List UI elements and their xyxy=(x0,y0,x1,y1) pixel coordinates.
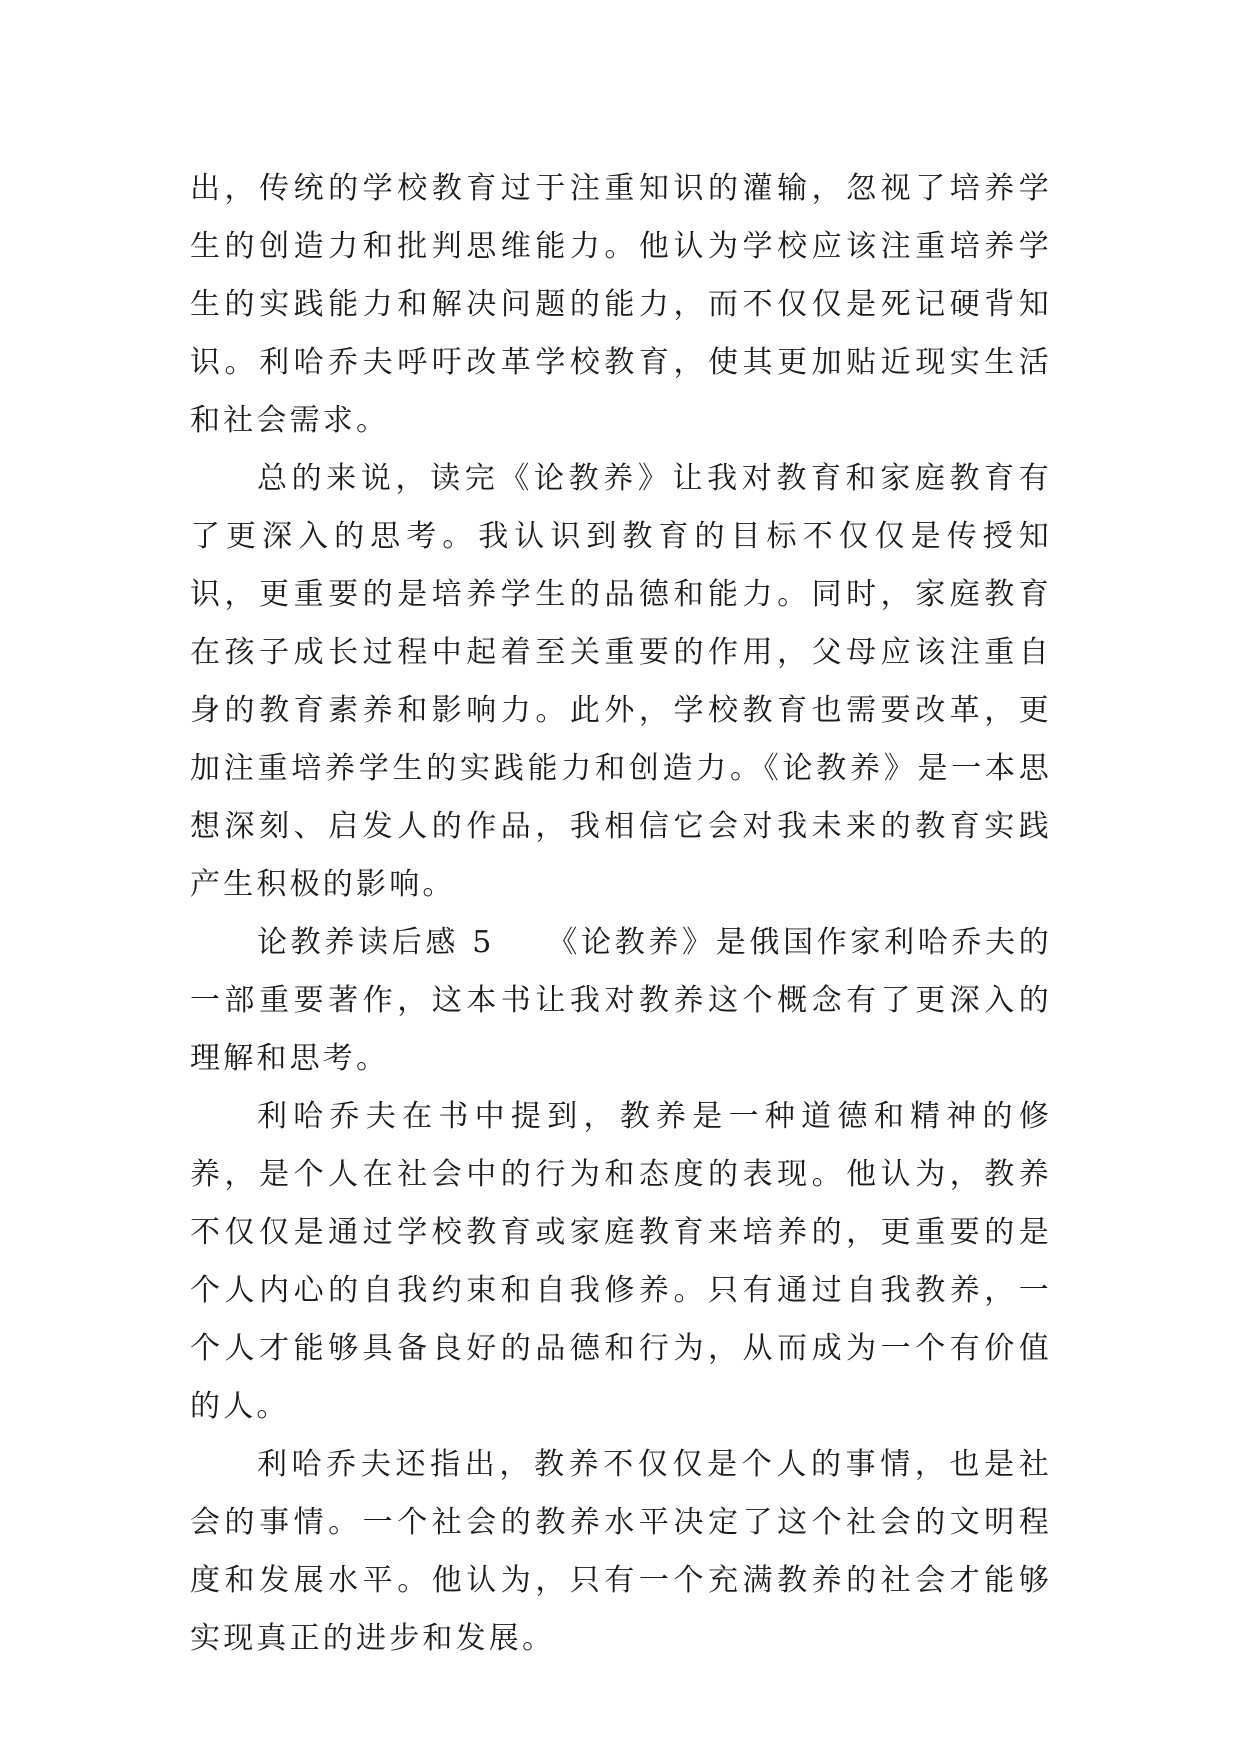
paragraph-5: 利哈乔夫还指出，教养不仅仅是个人的事情，也是社会的事情。一个社会的教养水平决定了这个社会的文明程度和发展水平。他认为，只有一个充满教养的社会才能够实现真正的进步和发展。 xyxy=(190,1447,1052,1656)
paragraph-3: 论教养读后感 5 《论教养》是俄国作家利哈乔夫的一部重要著作，这本书让我对教养这个概念有了更深入的理解和思考。 xyxy=(190,925,1052,1076)
paragraph-1: 出，传统的学校教育过于注重知识的灌输，忽视了培养学生的创造力和批判思维能力。他认为学校应该注重培养学生的实践能力和解决问题的能力，而不仅仅是死记硬背知识。利哈乔夫呼吁改革学校教育，使其更加贴近现实生活和社会需求。 xyxy=(190,171,1052,438)
paragraph-4: 利哈乔夫在书中提到，教养是一种道德和精神的修养，是个人在社会中的行为和态度的表现。他认为，教养不仅仅是通过学校教育或家庭教育来培养的，更重要的是个人内心的自我约束和自我修养。只有通过自我教养，一个人才能够具备良好的品德和行为，从而成为一个有价值的人。 xyxy=(190,1099,1052,1424)
document-page xyxy=(190,160,1052,1668)
paragraph-2: 总的来说，读完《论教养》让我对教育和家庭教育有了更深入的思考。我认识到教育的目标不仅仅是传授知识，更重要的是培养学生的品德和能力。同时，家庭教育在孩子成长过程中起着至关重要的作用，父母应该注重自身的教育素养和影响力。此外，学校教育也需要改革，更加注重培养学生的实践能力和创造力。《论教养》是一本思想深刻、启发人的作品，我相信它会对我未来的教育实践产生积极的影响。 xyxy=(190,461,1052,902)
